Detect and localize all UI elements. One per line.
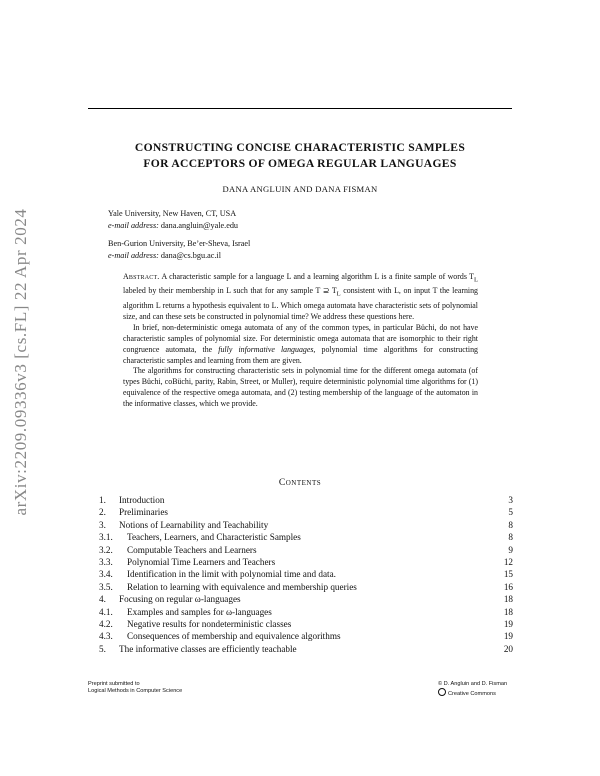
toc-number: 3.5. xyxy=(99,581,113,592)
abstract-text: A characteristic sample for a language L and a learning algorithm L is a finite sample of words T xyxy=(161,272,474,281)
abstract xyxy=(123,272,478,410)
toc-entry[interactable] xyxy=(99,531,513,543)
toc-entry[interactable] xyxy=(99,544,513,556)
footer-right xyxy=(438,681,507,698)
toc-number: 3.3. xyxy=(99,556,113,567)
abstract-paragraph-2 xyxy=(123,323,478,367)
title-line-2: FOR ACCEPTORS OF OMEGA REGULAR LANGUAGES xyxy=(143,157,457,170)
footer-preprint: Preprint submitted to xyxy=(88,681,140,687)
creative-commons-icon xyxy=(438,688,446,696)
authors: DANA ANGLUIN AND DANA FISMAN xyxy=(222,184,378,194)
toc-title: Teachers, Learners, and Characteristic Samples xyxy=(127,532,301,543)
contents-heading: Contents xyxy=(278,477,322,488)
toc-title: Notions of Learnability and Teachability xyxy=(119,519,269,530)
arxiv-stamp-text: arXiv:2209.09336v3 [cs.FL] 22 Apr 2024 xyxy=(11,208,30,516)
toc-entry[interactable] xyxy=(99,494,513,506)
toc-page-number: 19 xyxy=(503,618,513,629)
toc-entry[interactable] xyxy=(99,568,513,580)
title-line-1: CONSTRUCTING CONCISE CHARACTERISTIC SAMPLES xyxy=(134,141,466,154)
toc-page-number: 18 xyxy=(503,606,513,617)
toc-title: Consequences of membership and equivalence algorithms xyxy=(127,631,341,642)
toc-entry[interactable] xyxy=(99,506,513,518)
toc-number: 4.1. xyxy=(99,606,113,617)
abstract-paragraph-1 xyxy=(123,272,478,323)
affiliation-institution: Yale University, New Haven, CT, USA xyxy=(108,209,237,218)
top-rule xyxy=(88,108,512,109)
toc-title: Relation to learning with equivalence and membership queries xyxy=(127,581,357,592)
toc-page-number: 19 xyxy=(503,631,513,642)
toc-number: 3.4. xyxy=(99,569,113,580)
abstract-heading: Abstract. xyxy=(123,272,160,281)
toc-entry[interactable] xyxy=(99,643,513,655)
footer-copyright: © D. Angluin and D. Fisman xyxy=(438,681,508,687)
toc-number: 1. xyxy=(99,495,106,505)
footer-left xyxy=(88,681,182,695)
toc-page-number: 15 xyxy=(503,569,513,580)
abstract-paragraph-3: The algorithms for constructing characteristic sets in polynomial time for the different omega automata (of types Büchi, coBüchi, parity, Rabin, Street, or Muller), require deterministic polynomial time algorithms for (1) equivalence of the respective omega automata, and (2) testing membership of the language of the automaton in the informative classes, which we provide. xyxy=(123,366,478,409)
toc-title: Computable Teachers and Learners xyxy=(127,544,257,555)
paper-title xyxy=(88,140,512,172)
email-address[interactable]: dana.angluin@yale.edu xyxy=(160,220,239,230)
email-label: e-mail address xyxy=(108,220,157,230)
toc-number: 3.2. xyxy=(99,544,113,555)
abstract-text: consistent with L, on input T the learning algorithm L returns a hypothesis equivalent to L. Which omega automata have characteristic sets of polynomial size, and can these sets be constructed in polynomial time? We address these questions here. xyxy=(123,286,478,321)
toc-title: Examples and samples for ω-languages xyxy=(127,606,272,617)
toc-page-number: 12 xyxy=(503,556,513,567)
arxiv-stamp xyxy=(8,192,34,532)
toc-entry[interactable] xyxy=(99,618,513,630)
toc-page-number: 20 xyxy=(503,643,513,654)
abstract-text: In brief, non-deterministic omega automata of any of the common types, in particular Büchi, do not have characteristic samples of polynomial size. For deterministic omega automata that are isomorphic to their right congruence automata, the xyxy=(123,322,478,354)
toc-entry[interactable] xyxy=(99,556,513,568)
toc-entry[interactable] xyxy=(99,630,513,642)
email-address[interactable]: dana@cs.bgu.ac.il xyxy=(160,250,221,260)
toc-entry[interactable] xyxy=(99,606,513,618)
toc-title: Identification in the limit with polynomial time and data. xyxy=(127,569,336,580)
subscript: L xyxy=(336,291,341,299)
toc-number: 2. xyxy=(99,507,106,518)
email-label: e-mail address xyxy=(108,250,157,260)
toc-number: 4. xyxy=(99,594,106,605)
toc-page-number: 5 xyxy=(508,507,513,518)
toc-number: 4.2. xyxy=(99,618,113,629)
toc-entry[interactable] xyxy=(99,581,513,593)
toc-page-number: 3 xyxy=(508,495,513,505)
abstract-emphasis: fully informative languages xyxy=(218,344,314,354)
toc-title: Introduction xyxy=(119,495,165,505)
toc-page-number: 8 xyxy=(508,519,513,530)
toc-number: 3. xyxy=(99,519,106,530)
toc-title: Focusing on regular ω-languages xyxy=(119,594,241,605)
toc-title: The informative classes are efficiently teachable xyxy=(119,643,297,654)
subscript: L xyxy=(473,276,478,284)
toc-number: 4.3. xyxy=(99,631,113,642)
abstract-text: labeled by their membership in L such that for any sample T ⊇ T xyxy=(123,286,337,296)
toc-entry[interactable] xyxy=(99,519,513,531)
table-of-contents xyxy=(99,494,513,655)
toc-number: 3.1. xyxy=(99,532,113,543)
toc-entry[interactable] xyxy=(99,593,513,605)
affiliation-institution: Ben-Gurion University, Be’er-Sheva, Israel xyxy=(108,239,251,248)
affiliation-1: Yale University, New Haven, CT, USA e-mail address: dana.angluin@yale.edu xyxy=(108,209,239,230)
toc-page-number: 16 xyxy=(503,581,513,592)
toc-title: Negative results for nondeterministic classes xyxy=(127,618,292,629)
toc-title: Preliminaries xyxy=(119,507,168,518)
toc-title: Polynomial Time Learners and Teachers xyxy=(127,556,276,567)
toc-page-number: 8 xyxy=(508,532,513,543)
toc-page-number: 9 xyxy=(508,544,513,555)
toc-number: 5. xyxy=(99,643,106,654)
abstract-text: , polynomial time algorithms for constructing characteristic samples and learning from them are given. xyxy=(123,344,478,365)
footer-license: Creative Commons xyxy=(448,691,496,697)
toc-page-number: 18 xyxy=(503,594,513,605)
affiliation-2: Ben-Gurion University, Be’er-Sheva, Israel e-mail address: dana@cs.bgu.ac.il xyxy=(108,239,251,260)
footer-journal: Logical Methods in Computer Science xyxy=(88,688,183,694)
